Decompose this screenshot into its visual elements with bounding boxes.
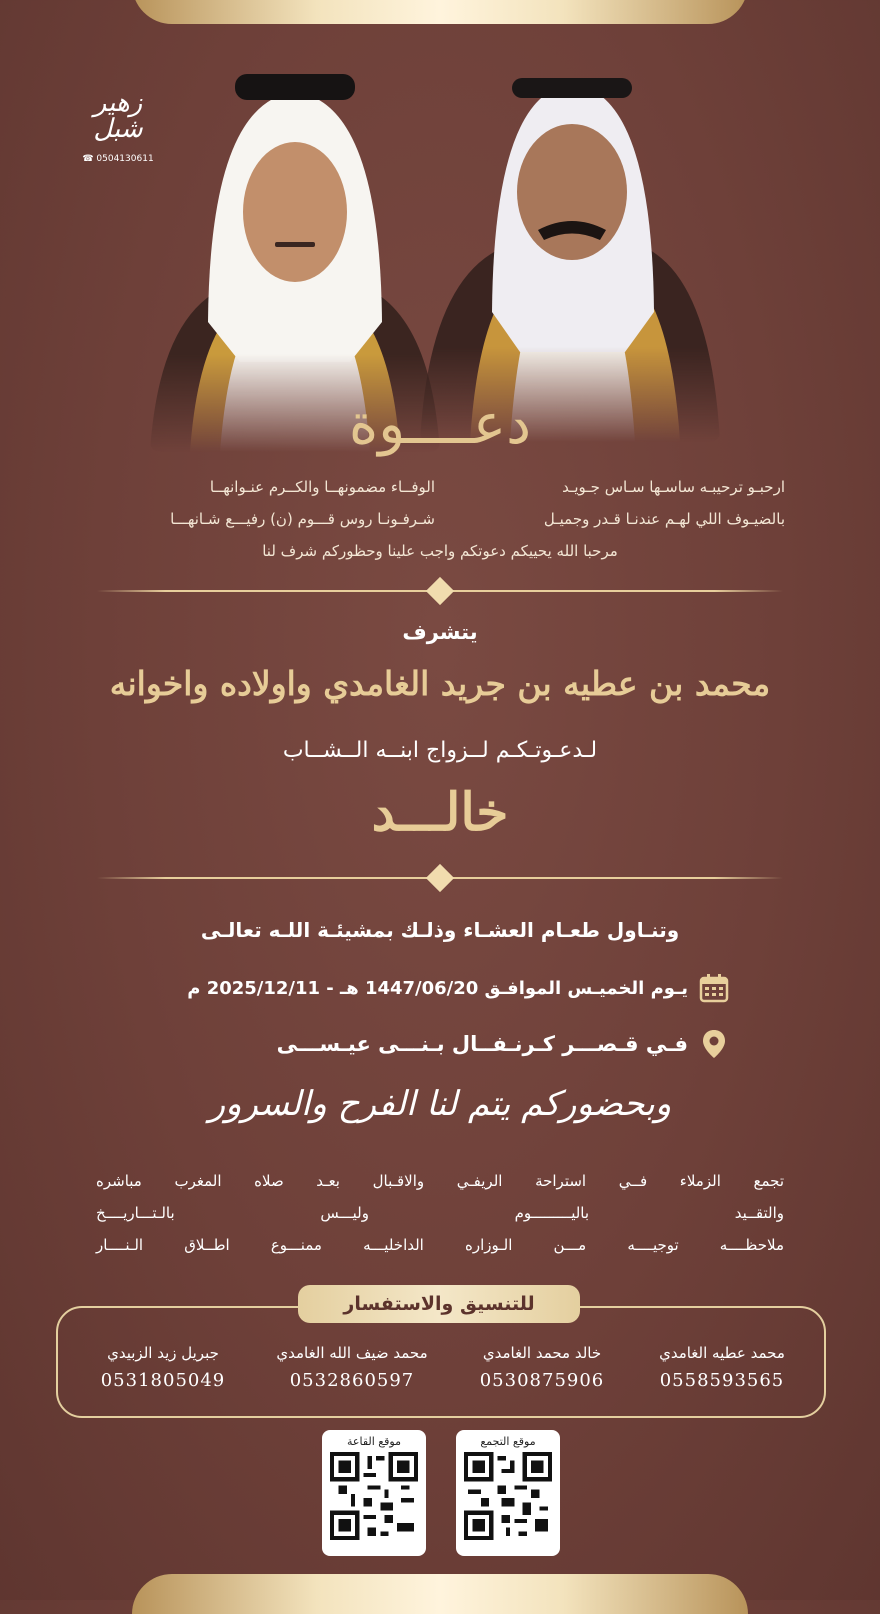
note-line-2: والتقــيد باليـــــــــوم وليـــس بالـتـــاريــــخ (96, 1204, 784, 1222)
contact-phone[interactable]: 0531805049 (100, 1370, 226, 1391)
whatsapp-icon: ☎ (82, 154, 94, 164)
poem-left-line-2: شـرفـونـا روس قـــوم (ن) رفيـــع شـانهـــا (170, 510, 435, 528)
contact-card (632, 1344, 812, 1391)
poem-right-line-1: ارحبـو ترحيبـه ساسـها سـاس جـويـد (562, 478, 785, 496)
honored-text: يتشرف (402, 620, 478, 644)
event-date-row (187, 972, 730, 1004)
bottom-gold-tab (132, 1574, 748, 1614)
calendar-icon (698, 972, 730, 1004)
contact-phone[interactable]: 0558593565 (659, 1370, 785, 1391)
top-gold-tab (132, 0, 748, 24)
poem-left-line-1: الوفــاء مضمونهــا والكــرم عنـوانهــا (209, 478, 435, 496)
contact-phone[interactable]: 0530875906 (479, 1370, 605, 1391)
invite-text: لـدعـوتـكـم لــزواج ابنــه الــشــاب (282, 738, 598, 763)
host-name: محمد بن عطيه بن جريد الغامدي واولاده واخوانه (109, 664, 771, 703)
groom-name: خالـــد (371, 782, 509, 843)
qr-code-icon (330, 1452, 418, 1540)
contact-phone[interactable]: 0532860597 (289, 1370, 415, 1391)
note-line-3: ملاحظــــه توجيــــه مـــن الـوزاره الداخليـــه ممنـــوع اطــلاق الـنــــار (96, 1236, 784, 1254)
event-date: يـوم الخميـس الموافـق 1447/06/20 هـ - 2025/12/11 م (187, 977, 688, 999)
qr-hall-location[interactable] (322, 1430, 426, 1556)
logo-script: زهير شبل (93, 88, 143, 144)
invitation-title: دعــــوة (348, 392, 532, 457)
qr-gathering-label: موقع التجمع (480, 1435, 536, 1448)
blessing-calligraphy: وبحضوركم يتم لنا الفرح والسرور (208, 1084, 672, 1124)
contacts-heading: للتنسيق والاستفسار (298, 1285, 580, 1323)
poem-right-line-2: بالضيـوف اللي لهـم عندنـا قـدر وجميـل (543, 510, 785, 528)
contact-card (262, 1344, 442, 1391)
logo-phone: ☎ 0504130611 (82, 154, 154, 164)
contact-card (73, 1344, 253, 1391)
portrait-father (420, 62, 720, 442)
note-line-1: تجمع الزملاء فــي استراحة الريفـي والاقـبال بعـد صلاه المغرب مباشره (96, 1172, 784, 1190)
qr-gathering-location[interactable] (456, 1430, 560, 1556)
dinner-text: وتنـاول طعـام العشـاء وذلـك بمشيئـة اللـه تعالـى (200, 918, 680, 942)
contact-name: محمد عطيه الغامدي (659, 1344, 785, 1362)
contact-name: خالد محمد الغامدي (482, 1344, 602, 1362)
divider-diamond-middle (426, 864, 454, 892)
qr-hall-label: موقع القاعة (347, 1435, 401, 1448)
contact-card (452, 1344, 632, 1391)
divider-diamond-top (426, 577, 454, 605)
studio-logo (78, 90, 158, 164)
event-place: فـي قـصـــر كـرنـفــال بـنـــى عيـســـى (276, 1032, 688, 1056)
welcome-line: مرحبا الله يحييكم دعوتكم واجب علينا وحظوركم شرف لنا (262, 542, 618, 560)
qr-code-icon (464, 1452, 552, 1540)
event-place-row (277, 1028, 730, 1060)
location-pin-icon (698, 1028, 730, 1060)
contact-name: جبريل زيد الزبيدي (107, 1344, 219, 1362)
contact-name: محمد ضيف الله الغامدي (276, 1344, 428, 1362)
